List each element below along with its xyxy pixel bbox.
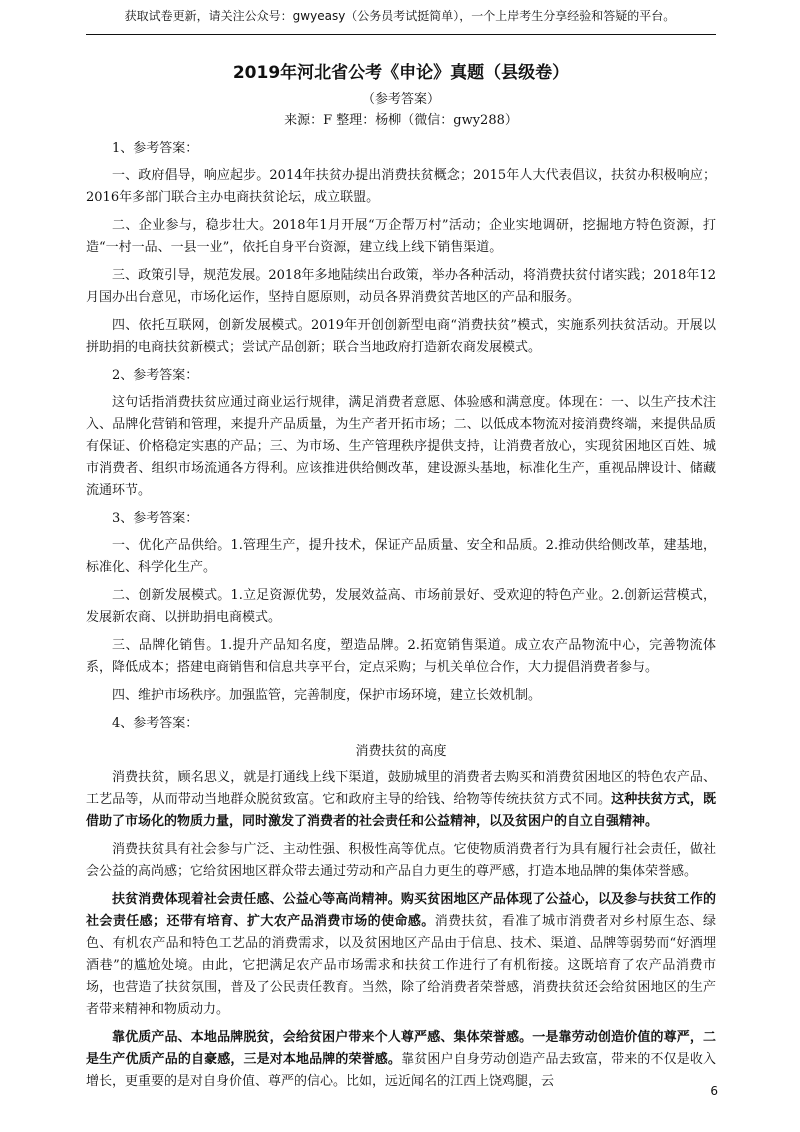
- answer-2-label: 2、参考答案：: [112, 368, 199, 383]
- answer-4-label: 4、参考答案：: [112, 716, 199, 731]
- page-number: 6: [710, 1084, 718, 1098]
- page-header: 获取试卷更新，请关注公众号：gwyeasy（公务员考试挺简单），一个上岸考生分享经验和答疑的平台。: [124, 9, 676, 23]
- document-subtitle: （参考答案）: [361, 92, 440, 107]
- answer-1-paragraph: 一、政府倡导，响应起步。2014年扶贫办提出消费扶贫概念；2015年人大代表倡议，扶贫办积极响应；2016年多部门联合主办电商扶贫论坛，成立联盟。: [86, 168, 716, 205]
- answer-3-paragraph: 三、品牌化销售。1.提升产品知名度，塑造品牌。2.拓宽销售渠道。成立农产品物流中心，完善物流体系，降低成本；搭建电商销售和信息共享平台，定点采购；与机关单位合作，大力提倡消费者参与。: [86, 638, 716, 675]
- document-body: [86, 60, 716, 1099]
- essay-paragraph: [86, 767, 716, 833]
- answer-1-paragraph: 二、企业参与，稳步壮大。2018年1月开展“万企帮万村”活动；企业实地调研，挖掘地方特色资源，打造“一村一品、一县一业”，依托自身平台资源，建立线上线下销售渠道。: [86, 218, 716, 255]
- answer-3-paragraph: 四、维护市场秩序。加强监管，完善制度，保护市场环境，建立长效机制。: [112, 688, 542, 703]
- essay-text: 靠贫困户自身劳动创造产品去致富，带来的不仅是收入增长，更重要的是对自身价值、尊严的信心。比如，远近闻名的江西上饶鸡腿，云: [86, 1052, 716, 1089]
- essay-text: 消费扶贫，看准了城市消费者对乡村原生态、绿色、有机农产品和特色工艺品的消费需求，以及贫困地区产品由于信息、技术、渠道、品牌等弱势而“好酒埋酒巷”的尴尬处境。由此，它把满足农产品市场需求和扶贫工作进行了有机衔接。这既培育了农产品消费市场，也营造了扶贫氛围，普及了公民责任教育。当然，除了给消费者荣誉感，消费扶贫还会给贫困地区的生产者带来精神和物质动力。: [86, 914, 716, 1017]
- essay-text: 消费扶贫，顾名思义，就是打通线上线下渠道，鼓励城里的消费者去购买和消费贫困地区的特色农产品、工艺品等，从而带动当地群众脱贫致富。它和政府主导的给钱、给物等传统扶贫方式不同。: [86, 770, 716, 807]
- answer-3-paragraph: 二、创新发展模式。1.立足资源优势，发展效益高、市场前景好、受欢迎的特色产业。2.创新运营模式，发展新农商、以拼助捐电商模式。: [86, 588, 716, 625]
- answer-1-paragraph: 三、政策引导，规范发展。2018年多地陆续出台政策，举办各种活动，将消费扶贫付诸实践；2018年12月国办出台意见，市场化运作，坚持自愿原则，动员各界消费贫苦地区的产品和服务。: [86, 268, 716, 305]
- document-title: 2019年河北省公考《申论》真题（县级卷）: [232, 63, 570, 83]
- essay-bold-text: 靠优质产品、本地品牌脱贫，会给贫困户带来个人尊严感、集体荣誉感。一是靠劳动创造价值的尊严，二是生产优质产品的自豪感，三是对本地品牌的荣誉感。: [86, 1030, 716, 1067]
- answer-1-label: 1、参考答案：: [112, 141, 199, 156]
- essay-bold-text: 扶贫消费体现着社会责任感、公益心等高尚精神。购买贫困地区产品体现了公益心，以及参与扶贫工作的社会责任感；还带有培育、扩大农产品消费市场的使命感。: [86, 892, 716, 929]
- document-source: 来源：F 整理：杨柳（微信：gwy288）: [284, 113, 518, 128]
- answer-3-label: 3、参考答案：: [112, 511, 199, 526]
- answer-1-paragraph: 四、依托互联网，创新发展模式。2019年开创创新型电商“消费扶贫”模式，实施系列扶贫活动。开展以拼助捐的电商扶贫新模式；尝试产品创新；联合当地政府打造新农商发展模式。: [86, 318, 716, 355]
- header-rule: [86, 34, 716, 35]
- essay-paragraph: [86, 889, 716, 1021]
- essay-bold-text: 这种扶贫方式，既借助了市场化的物质力量，同时激发了消费者的社会责任和公益精神，以及贫困户的自立自强精神。: [86, 792, 716, 829]
- essay-paragraph: [86, 1027, 716, 1093]
- essay-title: 消费扶贫的高度: [355, 744, 447, 759]
- answer-3-paragraph: 一、优化产品供给。1.管理生产，提升技术，保证产品质量、安全和品质。2.推动供给侧改革，建基地，标准化、科学化生产。: [86, 538, 716, 575]
- essay-paragraph: 消费扶贫具有社会参与广泛、主动性强、积极性高等优点。它使物质消费者行为具有履行社会责任，做社会公益的高尚感；它给贫困地区群众带去通过劳动和产品自力更生的尊严感，打造本地品牌的集体荣誉感。: [86, 842, 716, 879]
- answer-2-paragraph: 这句话指消费扶贫应通过商业运行规律，满足消费者意愿、体验感和满意度。体现在：一、以生产技术注入、品牌化营销和管理，来提升产品质量，为生产者开拓市场；二、以低成本物流对接消费终端，来提供品质有保证、价格稳定实惠的产品；三、为市场、生产管理秩序提供支持，让消费者放心，实现贫困地区百姓、城市消费者、组织市场流通各方得利。应该推进供给侧改革，建设源头基地，标准化生产，重视品牌设计、储藏流通环节。: [86, 395, 716, 498]
